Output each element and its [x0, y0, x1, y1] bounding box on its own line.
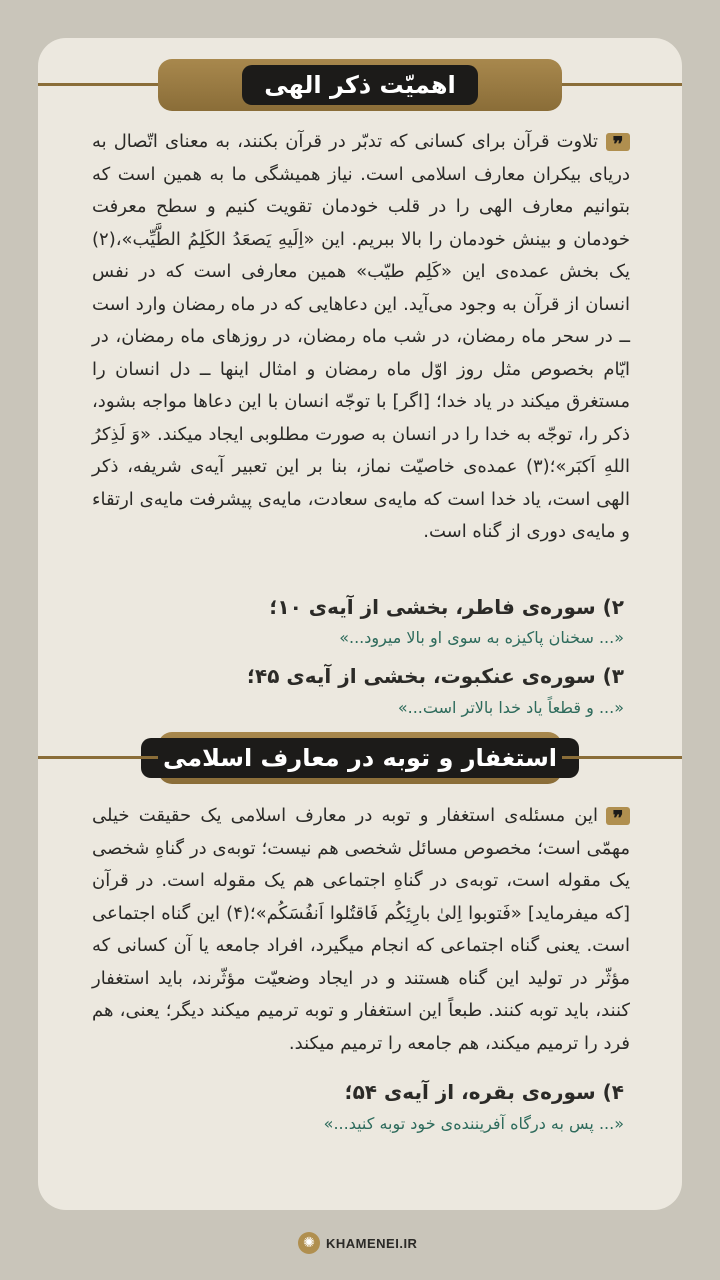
reference-text: «... پس به درگاه آفریننده‌ی خود توبه کنید...» [323, 1114, 624, 1133]
section2-banner [158, 732, 562, 784]
section2-title: استغفار و توبه در معارف اسلامی [141, 738, 579, 778]
quote-icon: ❞ [606, 807, 630, 825]
reference-text: «... و قطعاً یاد خدا بالاتر است...» [397, 698, 624, 717]
site-logo-icon: ✺ [298, 1232, 320, 1254]
site-name: KHAMENEI.IR [326, 1235, 418, 1251]
section2-body: این مسئله‌ی استغفار و توبه در معارف اسلامی یک حقیقت خیلی مهمّی است؛ مخصوص مسائل شخصی هم نیست؛ توبه‌ی در گناهِ شخصی یک مقوله است، توبه‌ی در گناهِ اجتماعی هم یک مقوله است. در قرآن [که میفرماید] «فَتوبوا اِلیٰ بارِئِکُم فَاقتُلوا اَنفُسَکُم»؛(۴) این گناه اجتماعی است. یعنی گناه اجتماعی که انجام میگیرد، افراد جامعه یا آن کسانی که مؤثّر در تولید این گناه هستند و در ایجاد وضعیّت مؤثّرند، باید استغفار کنند، باید توبه کنند. طبعاً این استغفار و توبه ترمیم میکند دیگر؛ یعنی، هم فرد را ترمیم میکند، هم جامعه را ترمیم میکند. [92, 805, 630, 1054]
reference-title: ۴) سوره‌ی بقره، از آیه‌ی ۵۴؛ [344, 1080, 624, 1104]
reference-text: «... سخنان پاکیزه به سوی او بالا میرود...» [339, 628, 624, 647]
quote-icon: ❞ [606, 133, 630, 151]
footer-brand [298, 1232, 417, 1254]
section1-body: تلاوت قرآن برای کسانی که تدبّر در قرآن بکنند، به معنای اتّصال به دریای بیکران معارف اسلامی است. نیاز همیشگی ما به همین است که بتوانیم معارف الهی را در قلب خودمان تقویت کنیم و سطح معرفت خودمان و بینش خودمان را بالا ببریم. این «اِلَیهِ یَصعَدُ الکَلِمُ الطَّیِّب»،(۲) یک بخش عمده‌ی این «کَلِم طیّب» همین معارفی است که در نفس انسان از قرآن به وجود می‌آید. این دعاهایی که در ماه رمضان وارد است ــ در سحر ماه رمضان، در شب ماه رمضان، در روزهای ماه رمضان، در ایّام بخصوص مثل روز اوّل ماه رمضان و امثال اینها ــ دل انسان را مستغرق میکند در یاد خدا؛ [اگر] با توجّه انسان با این دعاها مواجه بشود، ذکر را، توجّه به خدا را در انسان به صورت مطلوبی ایجاد میکند. «وَ لَذِکرُ اللهِ اَکبَر»؛(۳) عمده‌ی خاصیّت نماز، بنا بر این تعبیر آیه‌ی شریفه، ذکر الهی است، یاد خدا است که مایه‌ی سعادت، مایه‌ی پیشرفت مایه‌ی ارتقاء و مایه‌ی دوری از گناه است. [92, 131, 630, 542]
section1-banner [158, 59, 562, 111]
reference-title: ۲) سوره‌ی فاطر، بخشی از آیه‌ی ۱۰؛ [269, 595, 624, 619]
section1-paragraph [92, 126, 630, 549]
section1-title: اهمیّت ذکر الهی [242, 65, 477, 105]
reference-title: ۳) سوره‌ی عنکبوت، بخشی از آیه‌ی ۴۵؛ [247, 664, 624, 688]
section2-paragraph [92, 800, 630, 1060]
